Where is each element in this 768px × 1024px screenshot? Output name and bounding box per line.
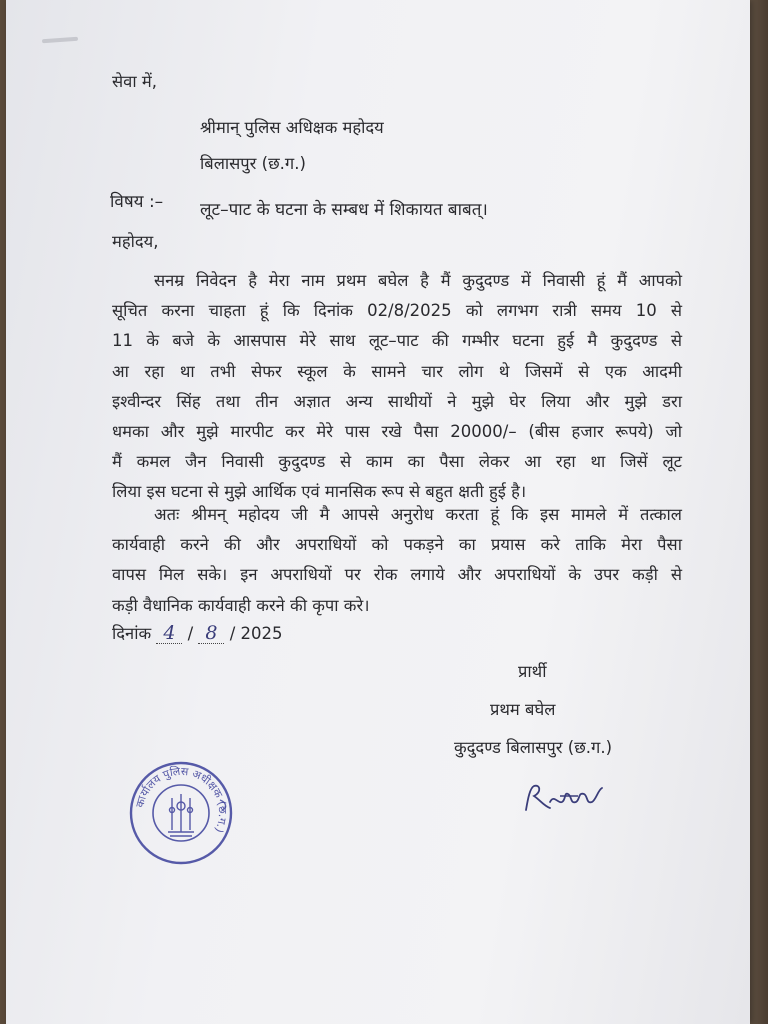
body-line: कार्यवाही करने की और अपराधियों को पकड़ने का प्रयास करे ताकि मेरा पैसा [112, 535, 682, 555]
body-line: धमका और मुझे मारपीट कर मेरे पास रखे पैसा 20000/– (बीस हजार रूपये) जो [112, 421, 682, 441]
recipient-place: बिलासपुर (छ.ग.) [200, 154, 306, 173]
sender-address: कुदुदण्ड बिलासपुर (छ.ग.) [454, 738, 612, 757]
subject-label: विषय :– [110, 192, 164, 212]
paper-crease [42, 37, 78, 44]
subject-text: लूट–पाट के घटना के सम्बध में शिकायत बाबत्। [200, 200, 488, 220]
body-line: 11 के बजे के आसपास मेरे साथ लूट–पाट की गम्भीर घटना हुई मै कुदुदण्ड से [112, 331, 682, 351]
date-line [112, 624, 283, 644]
svg-text:कार्यालय पुलिस अधीक्षक (छ.ग.): कार्यालय पुलिस अधीक्षक (छ.ग.) [133, 764, 230, 835]
body-line: मैं कमल जैन निवासी कुदुदण्ड से काम का पैसा लेकर आ रहा था जिसें लूट [112, 452, 682, 472]
body-paragraph-2 [112, 500, 682, 621]
date-year: / 2025 [229, 624, 283, 643]
body-line: इश्वीन्दर सिंह तथा तीन अज्ञात अन्य साथीयों ने मुझे घेर लिया और मुझे डरा [112, 391, 682, 411]
salutation-to: सेवा में, [112, 72, 157, 91]
body-line: वापस मिल सके। इन अपराधियों पर रोक लगाये और अपराधियों के उपर कड़ी से [112, 565, 682, 585]
body-line: लिया इस घटना से मुझे आर्थिक एवं मानसिक रूप से बहुत क्षती हुई है। [112, 482, 527, 502]
body-paragraph-1 [112, 266, 682, 508]
sign-label: प्रार्थी [518, 662, 547, 681]
recipient-title: श्रीमान् पुलिस अधिक्षक महोदय [200, 118, 384, 137]
greeting: महोदय, [112, 232, 159, 251]
body-line: आ रहा था तभी सेफर स्कूल के सामने चार लोग थे जिसमें से एक आदमी [112, 361, 682, 381]
handwritten-signature [520, 780, 606, 816]
date-separator: / [187, 624, 194, 643]
body-line: अतः श्रीमन् महोदय जी मै आपसे अनुरोध करता हूं कि इस मामले में तत्काल [154, 505, 682, 524]
body-line: सनम्र निवेदन है मेरा नाम प्रथम बघेल है मैं कुदुदण्ड में निवासी हूं मैं आपको [154, 271, 682, 290]
date-label: दिनांक [112, 624, 152, 643]
body-line: कड़ी वैधानिक कार्यवाही करने की कृपा करे। [112, 595, 370, 615]
sender-name: प्रथम बघेल [490, 700, 556, 719]
date-month: 8 [198, 624, 224, 644]
date-day: 4 [156, 624, 182, 644]
body-line: सूचित करना चाहता हूं कि दिनांक 02/8/2025 को लगभग रात्री समय 10 से [112, 301, 682, 321]
official-stamp [128, 760, 234, 866]
